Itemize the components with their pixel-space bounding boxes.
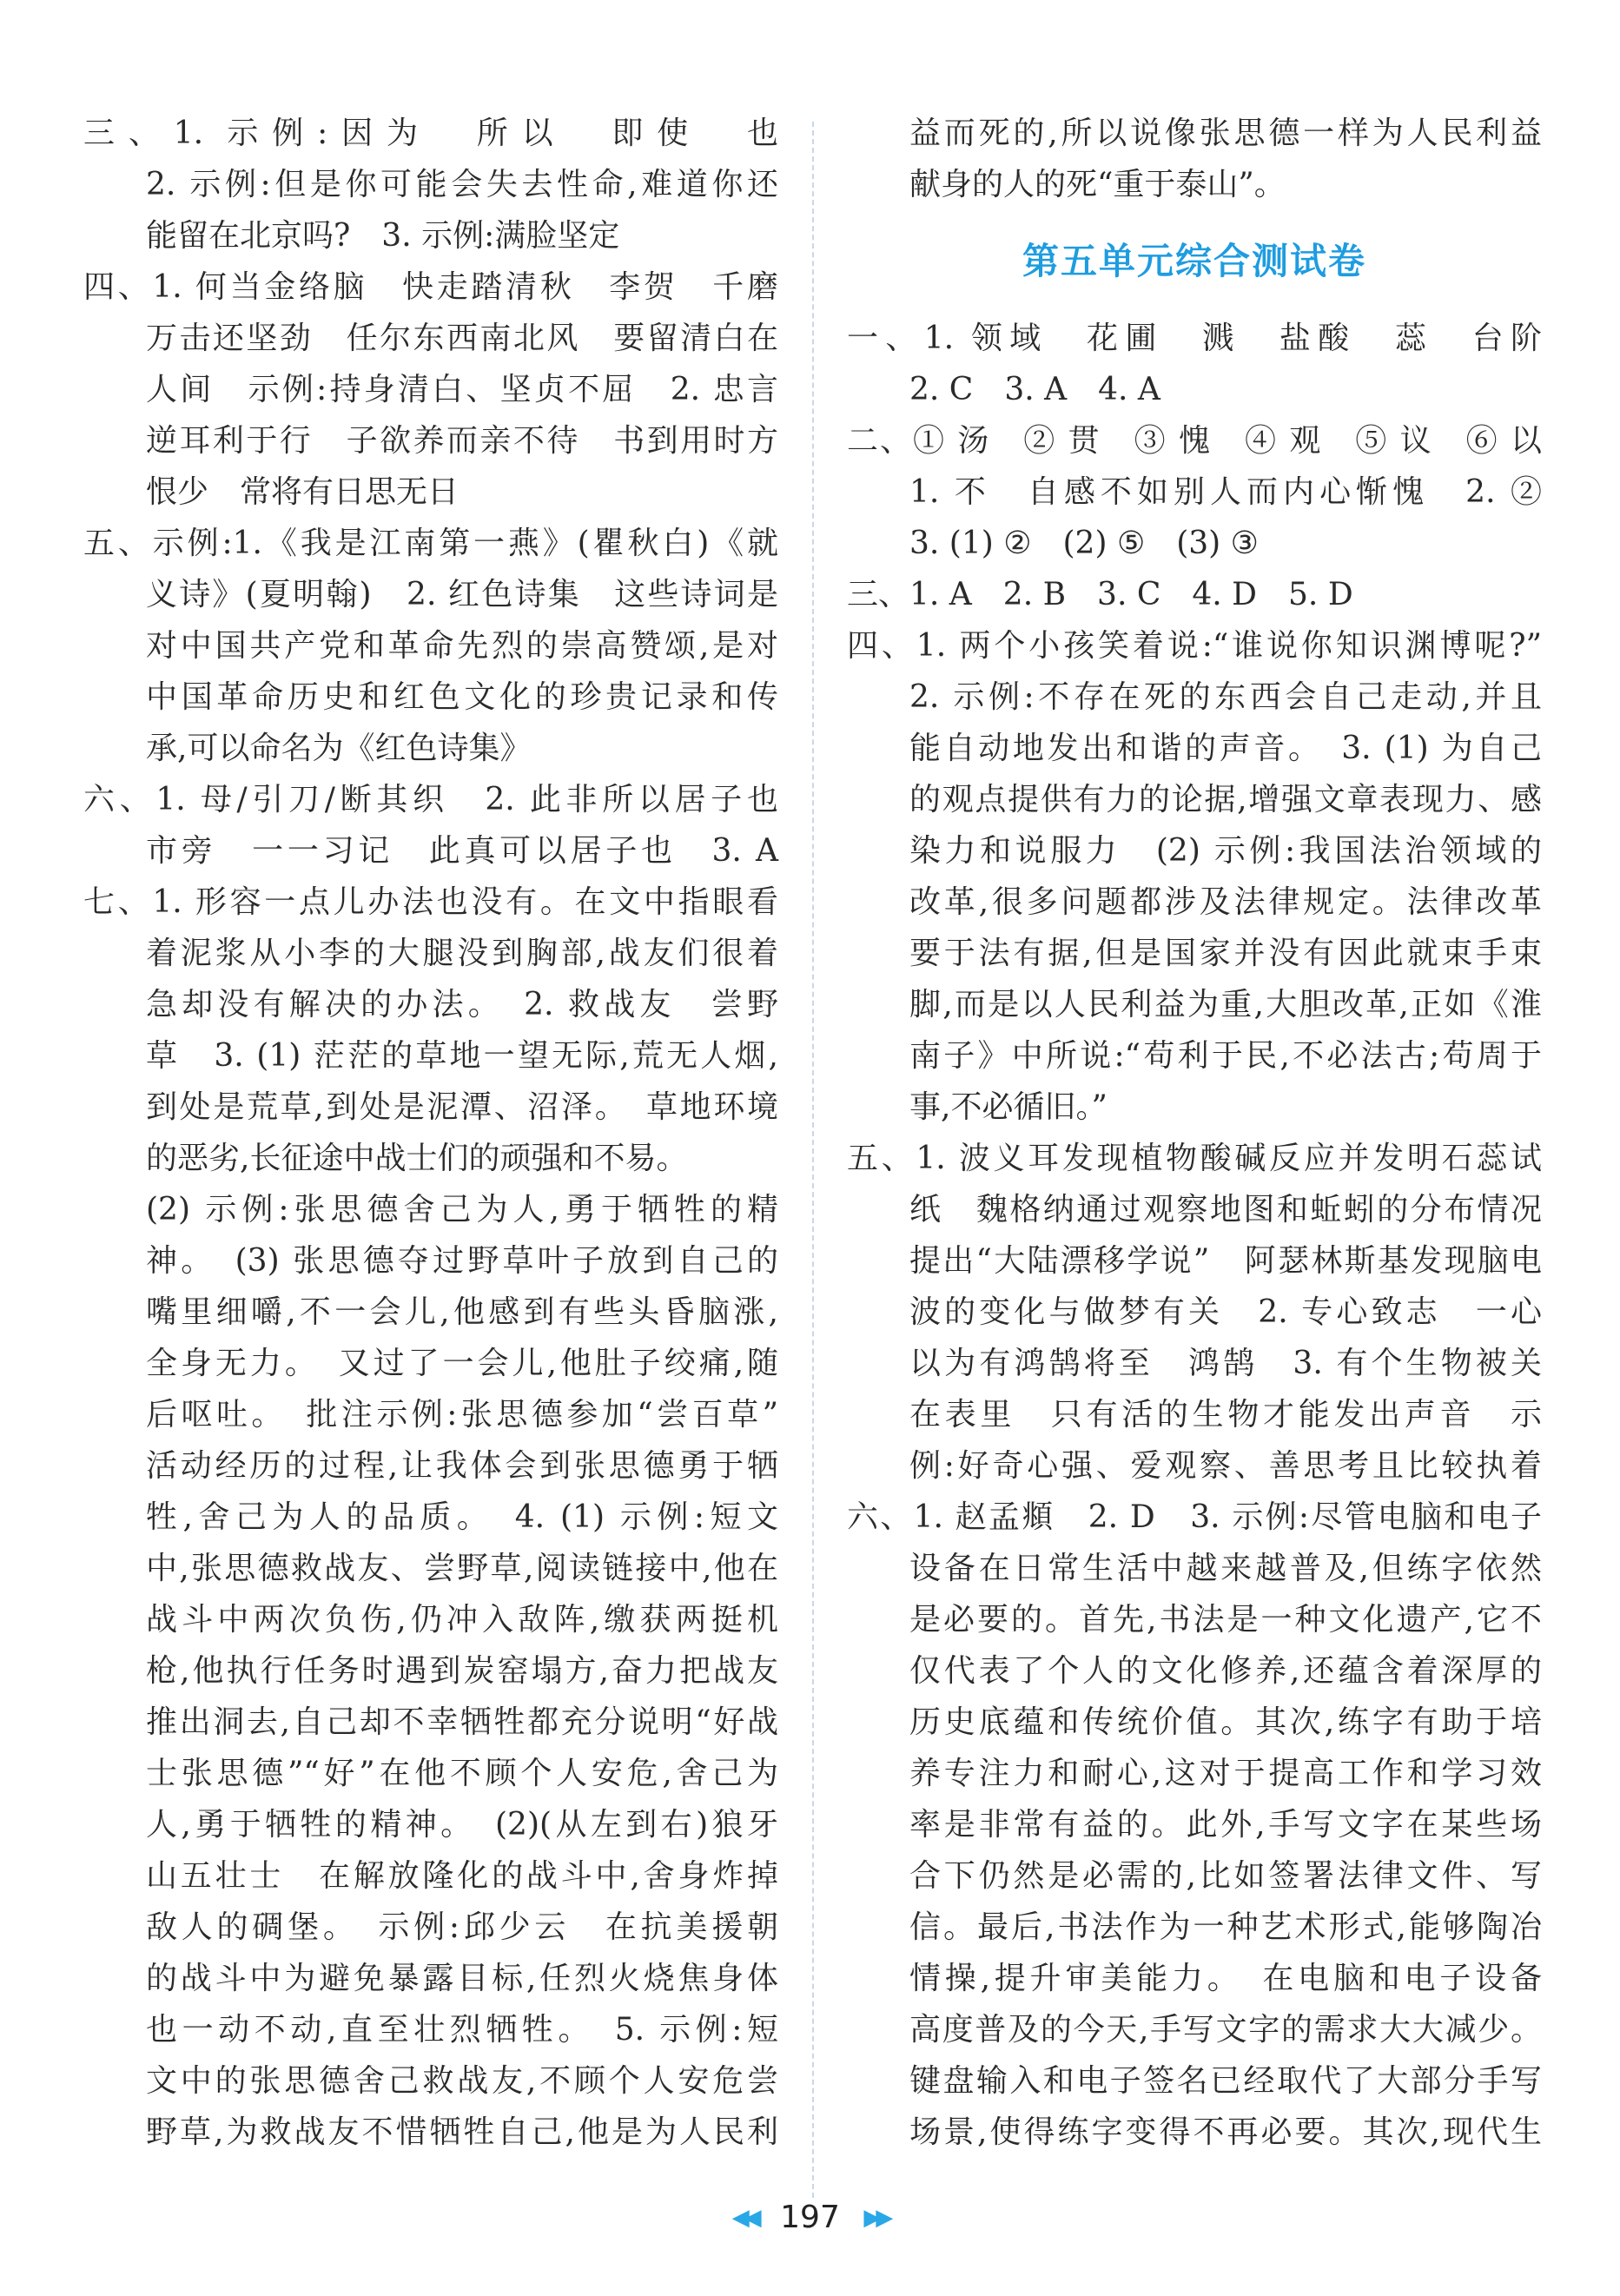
text-line: (2) 示例:张思德舍己为人,勇于牺牲的精 [146, 1192, 778, 1227]
text-line: 是必要的。首先,书法是一种文化遗产,它不 [909, 1602, 1542, 1638]
left-column [83, 108, 778, 2158]
text-line: 信。最后,书法作为一种艺术形式,能够陶冶 [909, 1909, 1542, 1945]
text-line: 益而死的,所以说像张思德一样为人民利益 [909, 116, 1542, 151]
text-line: 万击还坚劲 任尔东西南北风 要留清白在 [146, 321, 778, 356]
text-line: 到处是荒草,到处是泥潭、沼泽。 草地环境 [146, 1089, 778, 1125]
text-line: 山五壮士 在解放隆化的战斗中,舍身炸掉 [146, 1858, 778, 1894]
text-line: 的战斗中为避免暴露目标,任烈火烧焦身体 [146, 1961, 778, 1996]
text-line: 士张思德”“好”在他不顾个人安危,舍己为 [146, 1756, 778, 1791]
text-line: 献身的人的死“重于泰山”。 [909, 167, 1286, 202]
text-line: 波的变化与做梦有关 2. 专心致志 一心 [909, 1294, 1542, 1330]
text-line: 也一动不动,直至壮烈牺牲。 5. 示例:短 [146, 2012, 778, 2048]
text-line: 推出洞去,自己却不幸牺牲都充分说明“好战 [146, 1704, 778, 1740]
text-line: 脚,而是以人民利益为重,大胆改革,正如《淮 [909, 987, 1542, 1022]
text-line: 三、1. A 2. B 3. C 4. D 5. D [847, 577, 1353, 612]
prev-arrows-icon: ◀◀ [731, 2205, 757, 2231]
text-line: 例:好奇心强、爱观察、善思考且比较执着 [909, 1448, 1542, 1484]
text-line: 中国革命历史和红色文化的珍贵记录和传 [146, 679, 778, 715]
text-line: 高度普及的今天,手写文字的需求大大减少。 [909, 2012, 1542, 2048]
text-line: 后呕吐。 批注示例:张思德参加“尝百草” [146, 1397, 778, 1433]
text-line: 2. C 3. A 4. A [909, 372, 1160, 407]
text-line: 草 3. (1) 茫茫的草地一望无际,荒无人烟, [146, 1038, 778, 1074]
text-line: 场景,使得练字变得不再必要。其次,现代生 [909, 2114, 1542, 2150]
right-column [847, 108, 1542, 2158]
text-line: 提出“大陆漂移学说” 阿瑟林斯基发现脑电 [909, 1243, 1542, 1279]
text-line: 四、1. 何当金络脑 快走踏清秋 李贺 千磨 [83, 269, 778, 305]
text-line: 的恶劣,长征途中战士们的顽强和不易。 [146, 1141, 688, 1176]
text-line: 能自动地发出和谐的声音。 3. (1) 为自己 [909, 731, 1542, 766]
page-number: 197 [780, 2200, 840, 2235]
text-line: 五、1. 波义耳发现植物酸碱反应并发明石蕊试 [847, 1141, 1542, 1176]
text-line: 2. 示例:但是你可能会失去性命,难道你还 [146, 167, 778, 202]
text-line: 二、① 汤 ② 贯 ③ 愧 ④ 观 ⑤ 议 ⑥ 以 [847, 423, 1542, 459]
text-line: 2. 示例:不存在死的东西会自己走动,并且 [909, 679, 1542, 715]
text-line: 逆耳利于行 子欲养而亲不待 书到用时方 [146, 423, 778, 459]
section-title: 第五单元综合测试卷 [1022, 240, 1366, 282]
text-line: 七、1. 形容一点儿办法也没有。在文中指眼看 [83, 884, 778, 920]
text-line: 承,可以命名为《红色诗集》 [146, 731, 532, 766]
text-line: 恨少 常将有日思无日 [146, 474, 460, 510]
text-line: 着泥浆从小李的大腿没到胸部,战友们很着 [146, 936, 778, 971]
text-line: 中,张思德救战友、尝野草,阅读链接中,他在 [146, 1551, 778, 1586]
next-arrows-icon: ▶▶ [863, 2205, 889, 2231]
text-line: 南子》中所说:“苟利于民,不必法古;苟周于 [909, 1038, 1542, 1074]
text-line: 纸 魏格纳通过观察地图和蚯蚓的分布情况 [909, 1192, 1542, 1227]
text-line: 历史底蕴和传统价值。其次,练字有助于培 [909, 1704, 1542, 1740]
text-line: 六、1. 母/引刀/断其织 2. 此非所以居子也 [83, 782, 778, 817]
text-line: 急却没有解决的办法。 2. 救战友 尝野 [146, 987, 778, 1022]
text-line: 键盘输入和电子签名已经取代了大部分手写 [909, 2063, 1542, 2099]
text-line: 五、示例:1.《我是江南第一燕》(瞿秋白)《就 [83, 526, 778, 561]
text-line: 文中的张思德舍己救战友,不顾个人安危尝 [146, 2063, 778, 2099]
text-line: 一、1. 领域 花圃 溅 盐酸 蕊 台阶 [847, 321, 1542, 356]
text-line: 改革,很多问题都涉及法律规定。法律改革 [909, 884, 1542, 920]
text-line: 要于法有据,但是国家并没有因此就束手束 [909, 936, 1542, 971]
text-line: 率是非常有益的。此外,手写文字在某些场 [909, 1807, 1542, 1843]
page-footer [0, 2196, 1620, 2240]
text-line: 义诗》(夏明翰) 2. 红色诗集 这些诗词是 [146, 577, 778, 612]
text-line: 全身无力。 又过了一会儿,他肚子绞痛,随 [146, 1346, 778, 1381]
text-line: 神。 (3) 张思德夺过野草叶子放到自己的 [146, 1243, 778, 1279]
text-line: 活动经历的过程,让我体会到张思德勇于牺 [146, 1448, 778, 1484]
text-line: 3. (1) ② (2) ⑤ (3) ③ [909, 526, 1259, 561]
text-line: 四、1. 两个小孩笑着说:“谁说你知识渊博呢?” [847, 628, 1542, 664]
text-line: 以为有鸿鹄将至 鸿鹄 3. 有个生物被关 [909, 1346, 1542, 1381]
text-line: 对中国共产党和革命先烈的崇高赞颂,是对 [146, 628, 778, 664]
text-line: 养专注力和耐心,这对于提高工作和学习效 [909, 1756, 1542, 1791]
text-line: 嘴里细嚼,不一会儿,他感到有些头昏脑涨, [146, 1294, 778, 1330]
text-line: 事,不必循旧。” [909, 1089, 1108, 1125]
text-line: 三、1. 示例:因为 所以 即使 也 [83, 116, 778, 151]
text-line: 设备在日常生活中越来越普及,但练字依然 [909, 1551, 1542, 1586]
text-line: 情操,提升审美能力。 在电脑和电子设备 [909, 1961, 1542, 1996]
text-line: 战斗中两次负伤,仍冲入敌阵,缴获两挺机 [146, 1602, 778, 1638]
text-line: 牲,舍己为人的品质。 4. (1) 示例:短文 [146, 1499, 778, 1535]
text-line: 合下仍然是必需的,比如签署法律文件、写 [909, 1858, 1542, 1894]
text-line: 枪,他执行任务时遇到炭窑塌方,奋力把战友 [146, 1653, 778, 1689]
text-line: 的观点提供有力的论据,增强文章表现力、感 [909, 782, 1542, 817]
text-line: 能留在北京吗? 3. 示例:满脸坚定 [146, 218, 620, 254]
text-line: 野草,为救战友不惜牺牲自己,他是为人民利 [146, 2114, 778, 2150]
text-line: 人间 示例:持身清白、坚贞不屈 2. 忠言 [146, 372, 778, 407]
text-line: 市旁 一一习记 此真可以居子也 3. A [146, 833, 778, 869]
text-line: 六、1. 赵孟頫 2. D 3. 示例:尽管电脑和电子 [847, 1499, 1542, 1535]
text-line: 仅代表了个人的文化修养,还蕴含着深厚的 [909, 1653, 1542, 1689]
text-line: 染力和说服力 (2) 示例:我国法治领域的 [909, 833, 1542, 869]
text-line: 人,勇于牺牲的精神。 (2)(从左到右)狼牙 [146, 1807, 778, 1843]
text-line: 敌人的碉堡。 示例:邱少云 在抗美援朝 [146, 1909, 778, 1945]
column-divider [812, 122, 814, 2198]
text-line: 1. 不 自感不如别人而内心惭愧 2. ② [909, 474, 1542, 510]
text-line: 在表里 只有活的生物才能发出声音 示 [909, 1397, 1542, 1433]
